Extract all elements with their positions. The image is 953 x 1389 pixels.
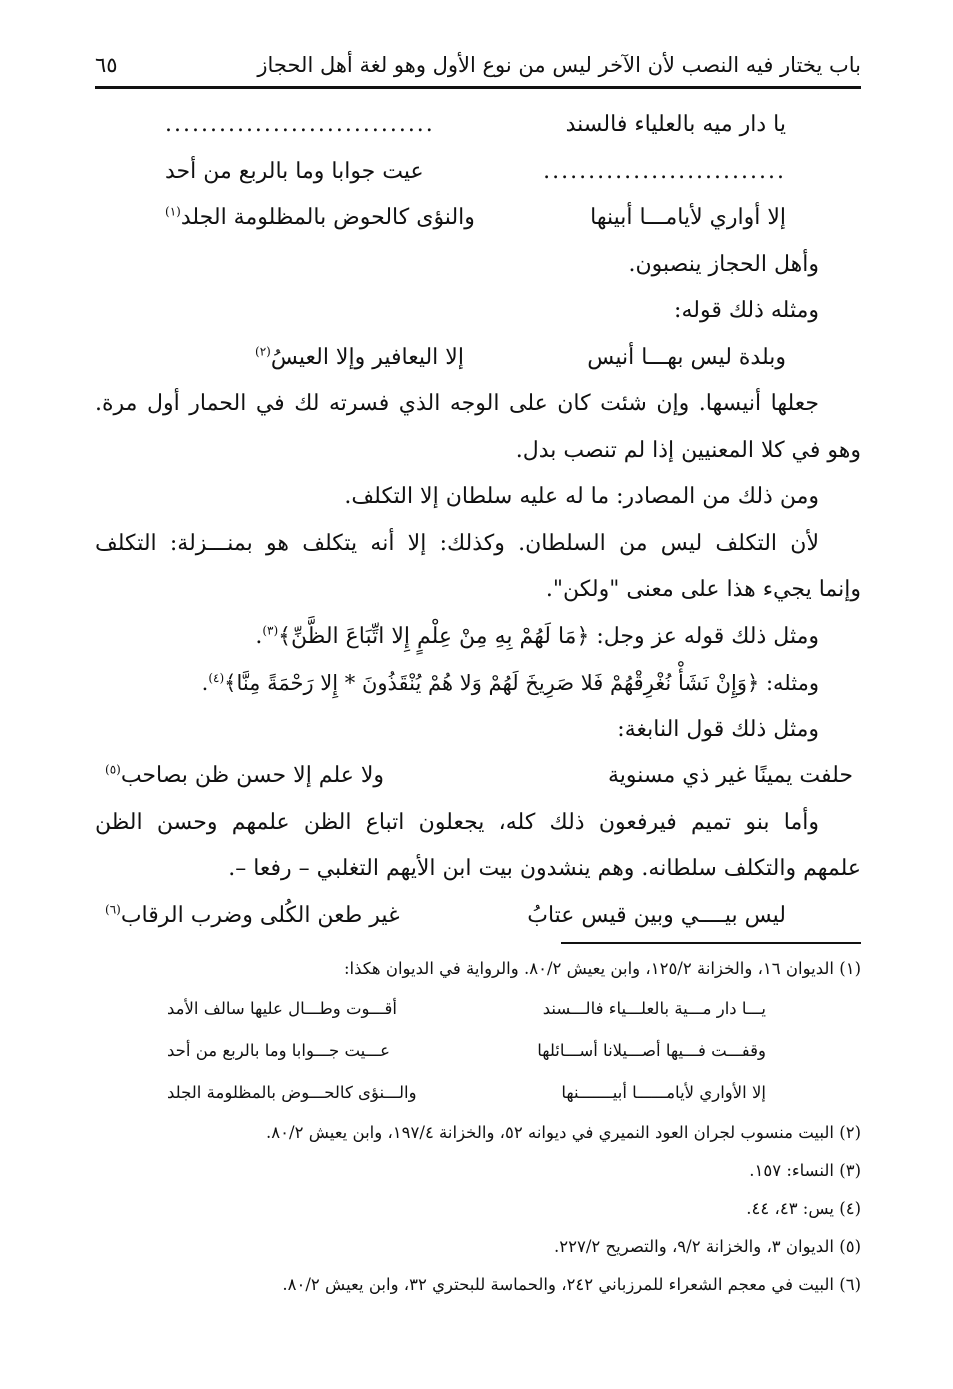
paragraph-explanation-line-1: جعلها أنيسها. وإن شئت كان على الوجه الذي فسرته لك في الحمار أول مرة. — [95, 391, 819, 416]
verse-3 — [95, 195, 861, 242]
footnote-1-verse-1 — [95, 988, 861, 1030]
footnote-separator — [561, 942, 861, 944]
page-header — [95, 44, 861, 89]
footnote-marker-3[interactable]: (٣) — [262, 623, 279, 638]
footnote-1: (١) الديوان ١٦، والخزانة ١٢٥/٢، وابن يعيش ٨٠/٢. والرواية في الديوان هكذا: — [343, 959, 861, 978]
footnote-1-verse-2 — [95, 1030, 861, 1072]
verse-2 — [95, 149, 861, 196]
paragraph-takalluf-line-2: وإنما يجيء هذا على معنى "ولكن". — [545, 577, 861, 602]
footnote-1-verse-3 — [95, 1072, 861, 1114]
verse-1 — [95, 102, 861, 149]
verse-6-second-hemistich — [105, 893, 400, 940]
verse-3-second-text: والنؤى كالحوض بالمظلومة الجلد — [180, 205, 475, 230]
footnotes — [95, 950, 861, 1304]
paragraph-hijaz: وأهل الحجاز ينصبون. — [628, 251, 819, 277]
verse-5-second-text: ولا علم إلا حسن ظن بصاحب — [120, 763, 385, 788]
footnote-marker-1[interactable]: (١) — [165, 204, 181, 219]
footnote-1-verse-1-first: يـــا دار مـــية بالعلـــياء فالـــسند — [542, 999, 766, 1018]
paragraph-example-intro: ومثله ذلك قوله: — [674, 298, 819, 323]
paragraph-explanation-line-2: وهو في كلا المعنيين إذا لم تنصب بدل. — [515, 437, 861, 463]
verse-3-first-hemistich: إلا أواري لأيامـــا أبينها — [590, 205, 786, 230]
footnote-marker-2[interactable]: (٢) — [255, 344, 271, 359]
verse-2-first-hemistich: ........................... — [543, 158, 786, 184]
quran-citation-2-text: ومثله: ﴿وَإِنْ نَشَأْ نُغْرِقْهُمْ فَلا صَرِيخَ لَهُمْ وَلا هُمْ يُنْقَذُونَ * إِلا رَحْمَةً مِنَّا﴾ — [224, 671, 819, 695]
verse-3-second-hemistich — [165, 195, 475, 242]
verse-6-first-hemistich: ليس بيــــي وبين قيس عتابُ — [527, 902, 786, 928]
footnote-1-verse-2-first: وقفـــت فـــيها أصـــيلانا أســـائلها — [537, 1041, 766, 1060]
paragraph-masadir: ومن ذلك من المصادر: ما له عليه سلطان إلا التكلف. — [344, 484, 819, 509]
quran-citation-1 — [95, 614, 861, 661]
verse-2-second-hemistich: عيت جوابا وما بالربع من أحد — [165, 158, 424, 184]
page-number: ٦٥ — [95, 53, 118, 77]
running-title: باب يختار فيه النصب لأن الآخر ليس من نوع الأول وهو لغة أهل الحجاز — [257, 53, 861, 77]
footnote-1-verse-1-second: أقـــوت وطـــال عليها سالف الأمد — [167, 999, 398, 1018]
verse-5-second-hemistich — [105, 753, 384, 800]
footnote-marker-5[interactable]: (٥) — [105, 762, 121, 777]
quran-citation-1-text: ومثل ذلك قوله عز وجل: ﴿مَا لَهُمْ بِهِ مِنْ عِلْمٍ إِلا اتِّبَاعَ الظَّنِّ﴾ — [278, 623, 819, 649]
verse-4-second-hemistich — [255, 335, 464, 382]
paragraph-tamim-line-2: علمهم والتكلف سلطانه. وهم ينشدون بيت ابن الأيهم التغلبي – رفعا –. — [228, 856, 861, 881]
footnote-4: (٤) يس: ٤٣، ٤٤. — [746, 1199, 861, 1218]
verse-4-second-text: إلا اليعافير وإلا العيسُ — [270, 344, 464, 370]
paragraph-tamim-line-1: وأما بنو تميم فيرفعون ذلك كله، يجعلون اتباع الظن علمهم وحسن الظن — [95, 809, 819, 835]
footnote-1-verse-3-second: والـــنؤى كالحـــوض بالمظلومة الجلد — [167, 1083, 417, 1102]
footnote-2: (٢) البيت منسوب لجران العود النميري في ديوانه ٥٢، والخزانة ١٩٧/٤، وابن يعيش ٨٠/٢. — [266, 1123, 861, 1142]
verse-4-first-hemistich: وبلدة ليس بهـــا أنيس — [587, 344, 786, 370]
footnote-1-verse-2-second: عـــيت جـــوابا وما بالربع من أحد — [167, 1041, 390, 1060]
verse-4 — [95, 335, 861, 382]
footnote-5: (٥) الديوان ٣، والخزانة ٩/٢، والتصريح ٢٢٧/٢. — [554, 1237, 861, 1256]
footnote-1-verse-3-first: إلا الأواري لأيامــــــا أبيـــــــنها — [561, 1083, 766, 1102]
footnote-6: (٦) البيت في معجم الشعراء للمرزباني ٢٤٢، والحماسة للبحتري ٣٢، وابن يعيش ٨٠/٢. — [282, 1275, 861, 1294]
verse-1-second-hemistich: .............................. — [165, 112, 435, 137]
footnote-3: (٣) النساء: ١٥٧. — [749, 1161, 861, 1180]
verse-5 — [95, 753, 861, 800]
footnote-marker-4[interactable]: (٤) — [208, 671, 225, 685]
verse-5-first-hemistich: حلفت يمينًا غير ذي مسنوية — [607, 763, 853, 788]
verse-6 — [95, 893, 861, 940]
main-text — [95, 102, 861, 939]
quran-citation-2-end: . — [201, 671, 209, 695]
paragraph-takalluf-line-1: لأن التكلف ليس من السلطان. وكذلك: إلا أنه يتكلف هو بمنـــزلة: التكلف — [95, 530, 819, 556]
verse-6-second-text: غير طعن الكُلى وضرب الرقاب — [120, 902, 400, 928]
quran-citation-1-end: . — [255, 623, 263, 649]
verse-1-first-hemistich: يا دار ميه بالعلياء فالسند — [565, 112, 786, 137]
quran-citation-2 — [95, 660, 861, 707]
paragraph-nabigha: ومثل ذلك قول النابغة: — [617, 716, 819, 742]
footnote-marker-6[interactable]: (٦) — [105, 902, 121, 917]
